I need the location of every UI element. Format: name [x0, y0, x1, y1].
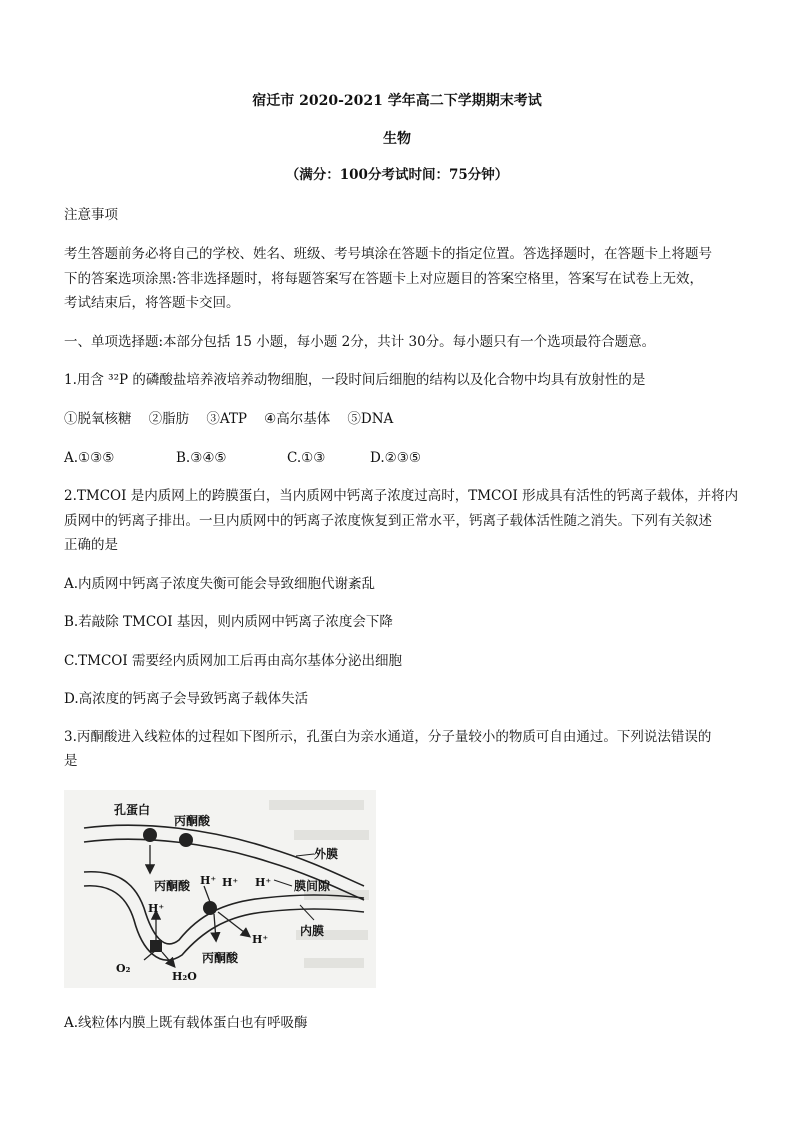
q2-option-b: B.若敲除 TMCOI 基因，则内质网中钙离子浓度会下降	[64, 614, 393, 630]
label-pyruvate-bottom: 丙酮酸	[202, 951, 239, 965]
q3-option-a: A.线粒体内膜上既有载体蛋白也有呼吸酶	[64, 1015, 308, 1031]
q1-option-a: A.①③⑤	[64, 450, 115, 466]
q1-option-c: C.①③	[287, 450, 326, 466]
q1-item: ②脂肪	[148, 411, 190, 427]
porin-protein-dot	[179, 833, 193, 847]
section-intro: 一、单项选择题:本部分包括 15 小题，每小题 2分，共计 30分。每小题只有一个选项最符合题意。	[64, 334, 656, 350]
porin-protein-dot	[143, 828, 157, 842]
q2-option-c: C.TMCOI 需要经内质网加工后再由高尔基体分泌出细胞	[64, 653, 402, 669]
exam-info: （满分：100分考试时间：75分钟）	[285, 167, 509, 183]
notice-heading: 注意事项	[64, 207, 118, 223]
label-proton-2: H⁺	[222, 876, 239, 889]
label-outer-membrane: 外膜	[314, 847, 339, 861]
label-water: H₂O	[172, 970, 197, 983]
q2-line-3: 正确的是	[64, 537, 118, 553]
label-porin: 孔蛋白	[114, 803, 151, 817]
carrier-protein-dot	[203, 901, 217, 915]
notice-line-2: 下的答案选项涂黑:答非选择题时，将每题答案写在答题卡上对应题目的答案空格里，答案写在试卷上无效，	[64, 271, 704, 287]
label-pyruvate-mid: 丙酮酸	[154, 879, 191, 893]
notice-line-3: 考试结束后，将答题卡交回。	[64, 295, 240, 311]
q1-option-b: B.③④⑤	[176, 450, 227, 466]
label-proton-1: H⁺	[200, 874, 217, 887]
mitochondria-diagram	[64, 790, 376, 988]
q1-stem: 1.用含 ³²P 的磷酸盐培养液培养动物细胞，一段时间后细胞的结构以及化合物中均具有放射性的是	[64, 372, 646, 388]
q1-option-d: D.②③⑤	[370, 450, 421, 466]
q1-item: ④高尔基体	[264, 411, 331, 427]
q2-line-2: 质网中的钙离子排出。一旦内质网中的钙离子浓度恢复到正常水平，钙离子载体活性随之消失。下列有关叙述	[64, 513, 712, 529]
label-proton-left: H⁺	[148, 902, 165, 915]
q3-line-1: 3.丙酮酸进入线粒体的过程如下图所示，孔蛋白为亲水通道，分子量较小的物质可自由通过。下列说法错误的	[64, 729, 712, 745]
notice-line-1: 考生答题前务必将自己的学校、姓名、班级、考号填涂在答题卡的指定位置。答选择题时，在答题卡上将题号	[64, 246, 712, 262]
label-pyruvate-top: 丙酮酸	[174, 814, 211, 828]
label-proton-3: H⁺	[255, 876, 272, 889]
q1-item: ⑤DNA	[347, 411, 394, 427]
label-proton-right: H⁺	[252, 933, 269, 946]
exam-title: 宿迁市 2020-2021 学年高二下学期期末考试	[252, 93, 542, 109]
q2-line-1: 2.TMCOI 是内质网上的跨膜蛋白，当内质网中钙离子浓度过高时，TMCOI 形成具有活性的钙离子载体，并将内	[64, 488, 739, 504]
q1-item: ①脱氧核糖	[64, 411, 132, 427]
label-intermembrane-space: 膜间隙	[294, 879, 331, 893]
label-oxygen: O₂	[116, 962, 131, 975]
q1-items	[64, 410, 393, 428]
q2-option-a: A.内质网中钙离子浓度失衡可能会导致细胞代谢紊乱	[64, 576, 376, 592]
label-inner-membrane: 内膜	[300, 924, 325, 938]
q1-item: ③ATP	[206, 411, 247, 427]
subject-title: 生物	[383, 131, 411, 147]
q2-option-d: D.高浓度的钙离子会导致钙离子载体失活	[64, 691, 309, 707]
q3-line-2: 是	[64, 753, 78, 769]
